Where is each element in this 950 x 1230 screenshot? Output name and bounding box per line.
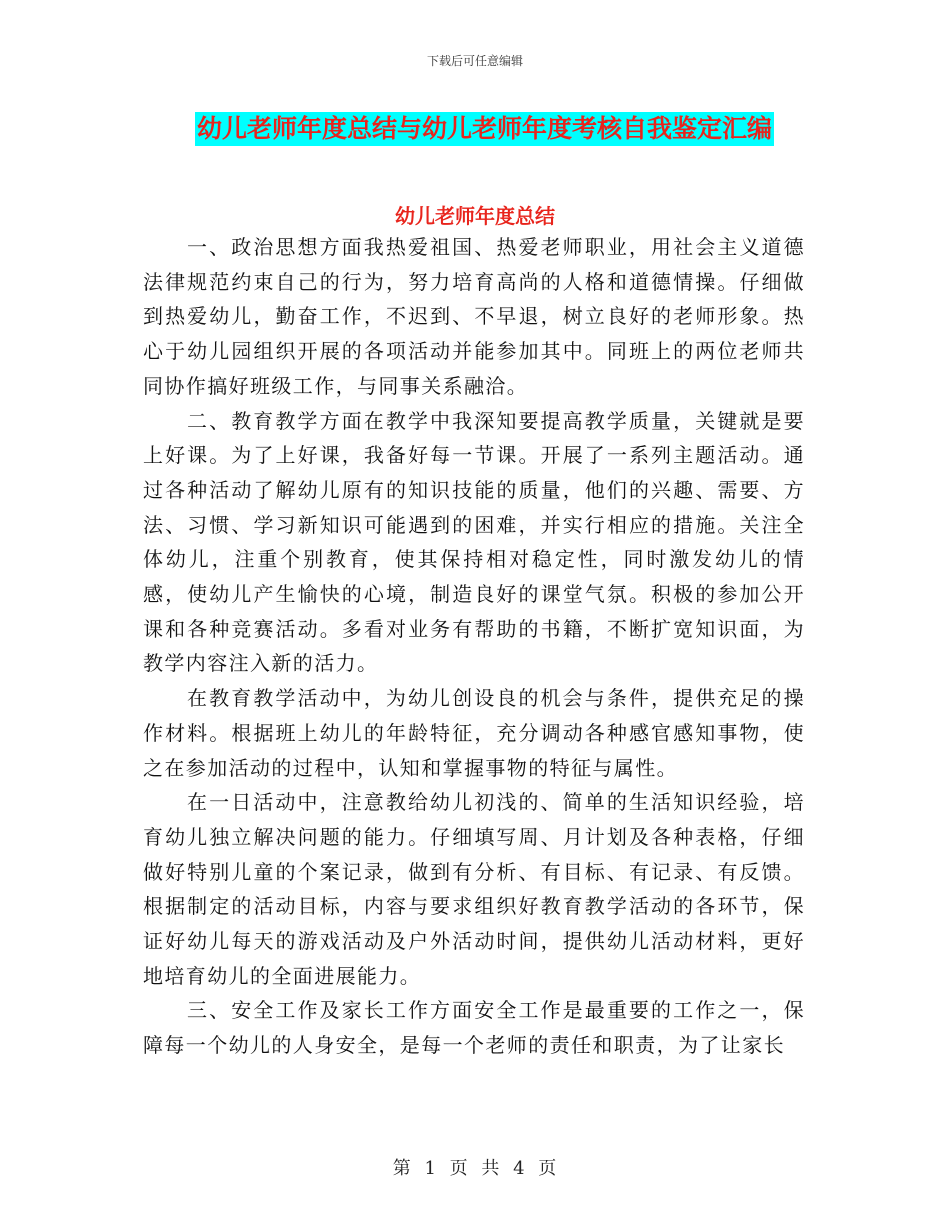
footer-page-number: 1 (424, 1158, 437, 1179)
footer-label-page-unit: 页 (449, 1158, 469, 1179)
document-body (143, 230, 805, 1063)
document-title: 幼儿老师年度总结与幼儿老师年度考核自我鉴定汇编 (195, 112, 774, 146)
page-footer (0, 1154, 950, 1180)
paragraph-teaching: 二、教育教学方面在教学中我深知要提高教学质量，关键就是要上好课。为了上好课，我备好每一节课。开展了一系列主题活动。通过各种活动了解幼儿原有的知识技能的质量，他们的兴趣、需要、方法、习惯、学习新知识可能遇到的困难，并实行相应的措施。关注全体幼儿，注重个别教育，使其保持相对稳定性，同时激发幼儿的情感，使幼儿产生愉快的心境，制造良好的课堂气氛。积极的参加公开课和各种竞赛活动。多看对业务有帮助的书籍，不断扩宽知识面，为教学内容注入新的活力。 (143, 408, 805, 676)
paragraph-daily: 在一日活动中，注意教给幼儿初浅的、简单的生活知识经验，培育幼儿独立解决问题的能力。仔细填写周、月计划及各种表格，仔细做好特别儿童的个案记录，做到有分析、有目标、有记录、有反馈。根据制定的活动目标，内容与要求组织好教育教学活动的各环节，保证好幼儿每天的游戏活动及户外活动时间，提供幼儿活动材料，更好地培育幼儿的全面进展能力。 (143, 790, 805, 988)
footer-label-page: 第 (392, 1158, 412, 1179)
footer-total-pages: 4 (513, 1158, 526, 1179)
footer-label-total: 共 (481, 1158, 501, 1179)
footer-label-total-unit: 页 (538, 1158, 558, 1179)
paragraph-political: 一、政治思想方面我热爱祖国、热爱老师职业，用社会主义道德法律规范约束自己的行为，努力培育高尚的人格和道德情操。仔细做到热爱幼儿，勤奋工作，不迟到、不早退，树立良好的老师形象。热心于幼儿园组织开展的各项活动并能参加其中。同班上的两位老师共同协作搞好班级工作，与同事关系融洽。 (143, 235, 805, 398)
paragraph-activities: 在教育教学活动中，为幼儿创设良的机会与条件，提供充足的操作材料。根据班上幼儿的年龄特征，充分调动各种感官感知事物，使之在参加活动的过程中，认知和掌握事物的特征与属性。 (143, 686, 805, 780)
section-title: 幼儿老师年度总结 (395, 204, 555, 228)
header-note: 下载后可任意编辑 (426, 54, 523, 68)
paragraph-safety: 三、安全工作及家长工作方面安全工作是最重要的工作之一，保障每一个幼儿的人身安全，是每一个老师的责任和职责，为了让家长 (143, 998, 805, 1058)
